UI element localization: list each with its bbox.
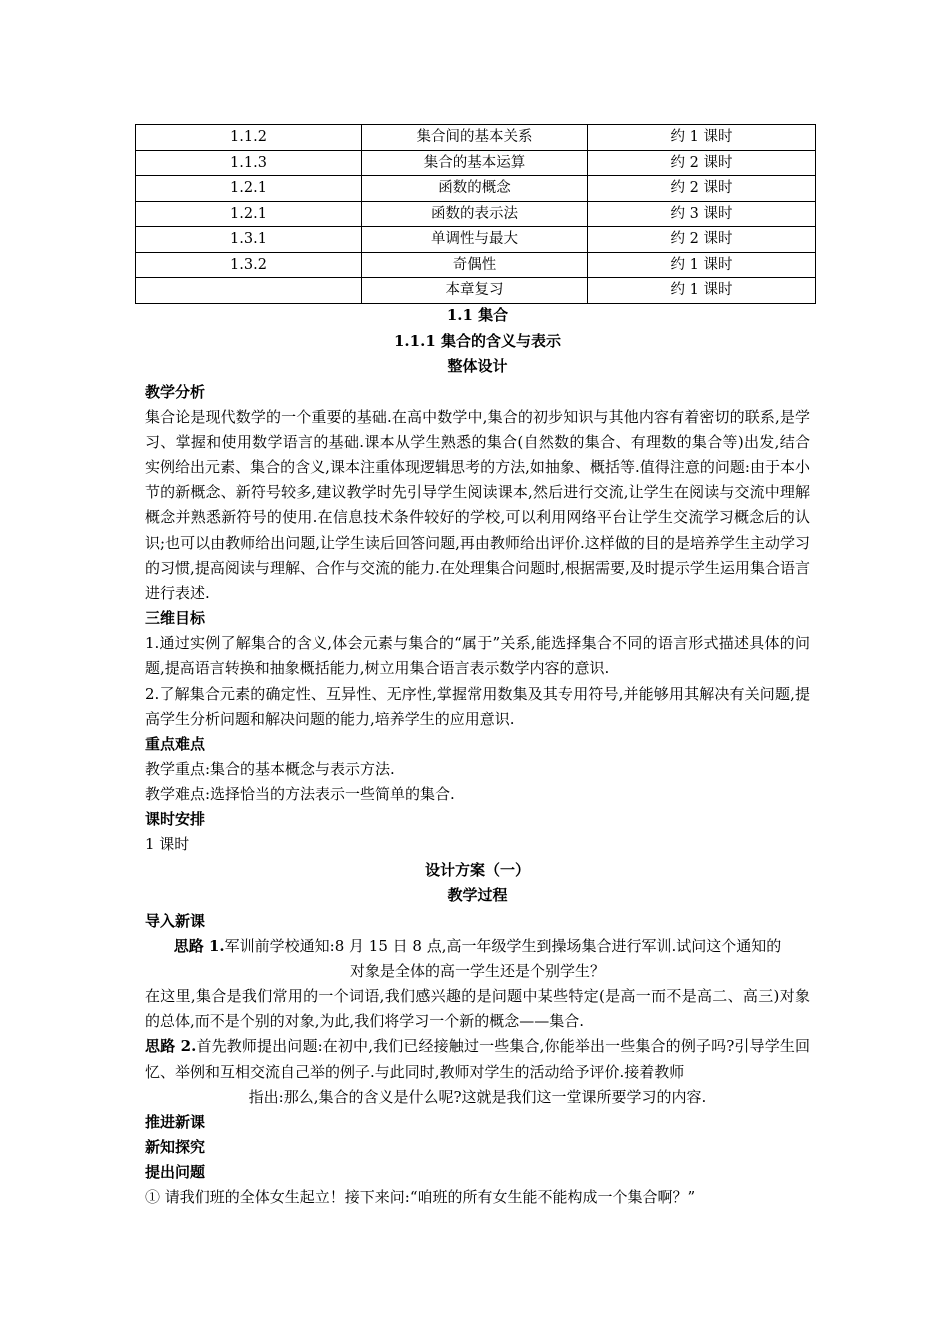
schedule-text: 1 课时 <box>145 835 190 854</box>
topic-cell: 奇偶性 <box>362 252 588 278</box>
hours-cell: 约 2 课时 <box>588 176 816 202</box>
overall-design-title: 整体设计 <box>447 357 508 375</box>
schedule-heading: 课时安排 <box>145 810 206 829</box>
idea-1-line-2: 对象是全体的高一学生还是个别学生？ <box>349 961 605 980</box>
question-heading: 提出问题 <box>145 1162 206 1181</box>
teaching-difficulty: 教学难点:选择恰当的方法表示一些简单的集合. <box>145 785 455 804</box>
table-row <box>136 278 816 304</box>
goal-item-1: 1.通过实例了解集合的含义,体会元素与集合的“属于”关系,能选择集合不同的语言形式描述具体的问题,提高语言转换和抽象概括能力,树立用集合语言表示数学内容的意识. <box>145 634 810 678</box>
key-points-heading: 重点难点 <box>145 734 206 753</box>
topic-cell: 函数的表示法 <box>362 201 588 227</box>
section-number-cell: 1.1.2 <box>136 125 362 151</box>
question-1: ① 请我们班的全体女生起立！接下来问:“咱班的所有女生能不能构成一个集合啊？” <box>145 1187 696 1206</box>
section-number-cell: 1.2.1 <box>136 201 362 227</box>
advance-heading: 推进新课 <box>145 1112 206 1131</box>
table-row <box>136 201 816 227</box>
idea-2-text: 首先教师提出问题:在初中,我们已经接触过一些集合,你能举出一些集合的例子吗?引导学生回忆、举例和互相交流自己举的例子.与此同时,教师对学生的活动给予评价.接着教师 <box>145 1037 810 1081</box>
hours-cell: 约 2 课时 <box>588 227 816 253</box>
hours-cell: 约 2 课时 <box>588 150 816 176</box>
intro-explanation: 在这里,集合是我们常用的一个词语,我们感兴趣的是问题中某些特定(是高一而不是高二、高三)对象的总体,而不是个别的对象,为此,我们将学习一个新的概念——集合. <box>145 986 810 1031</box>
section-number-cell: 1.3.2 <box>136 252 362 278</box>
topic-cell: 集合的基本运算 <box>362 150 588 176</box>
goal-item-2: 2.了解集合元素的确定性、互异性、无序性,掌握常用数集及其专用符号,并能够用其解决有关问题,提高学生分析问题和解决问题的能力,培养学生的应用意识. <box>145 684 810 728</box>
goals-heading: 三维目标 <box>145 609 206 628</box>
idea-1-text: 军训前学校通知:8 月 15 日 8 点,高一年级学生到操场集合进行军训.试问这个通知的 <box>224 936 782 955</box>
idea-1-label: 思路 1. <box>173 936 225 955</box>
intro-heading: 导入新课 <box>145 911 206 930</box>
lesson-schedule-table <box>135 124 816 304</box>
table-row <box>136 125 816 151</box>
topic-cell: 集合间的基本关系 <box>362 125 588 151</box>
table-row <box>136 176 816 202</box>
section-number-cell: 1.2.1 <box>136 176 362 202</box>
section-title: 1.1 集合 <box>446 306 509 324</box>
section-number-cell: 1.3.1 <box>136 227 362 253</box>
idea-2-line-2: 指出:那么,集合的含义是什么呢?这就是我们这一堂课所要学习的内容. <box>248 1087 707 1106</box>
analysis-text: 集合论是现代数学的一个重要的基础.在高中数学中,集合的初步知识与其他内容有着密切的联系,是学习、掌握和使用数学语言的基础.课本从学生熟悉的集合(自然数的集合、有理数的集合等)出发,结合实例给出元素、集合的含义,课本注重体现逻辑思考的方法,如抽象、概括等.值得注意的问题:由于本小节的新概念、新符号较多,建议教学时先引导学生阅读课本,然后进行交流,让学生在阅读与交流中理解概念并熟悉新符号的使用.在信息技术条件较好的学校,可以利用网络平台让学生交流学习概念后的认识;也可以由教师给出问题,让学生读后回答问题,再由教师给出评价.这样做的目的是培养学生主动学习的习惯,提高阅读与理解、合作与交流的能力.在处理集合问题时,根据需要,及时提示学生运用集合语言进行表述. <box>145 407 810 602</box>
explore-heading: 新知探究 <box>145 1137 206 1156</box>
idea-2-label: 思路 2. <box>145 1037 197 1056</box>
topic-cell: 函数的概念 <box>362 176 588 202</box>
analysis-heading: 教学分析 <box>145 382 206 401</box>
plan-title: 设计方案（一） <box>424 860 530 879</box>
table-row <box>136 150 816 176</box>
table-row <box>136 227 816 253</box>
topic-cell: 本章复习 <box>362 278 588 304</box>
topic-cell: 单调性与最大 <box>362 227 588 253</box>
hours-cell: 约 1 课时 <box>588 125 816 151</box>
subsection-title: 1.1.1 集合的含义与表示 <box>394 331 561 350</box>
hours-cell: 约 1 课时 <box>588 278 816 304</box>
section-number-cell: 1.1.3 <box>136 150 362 176</box>
idea-2-paragraph <box>145 1034 810 1084</box>
document-body <box>145 303 810 1210</box>
hours-cell: 约 3 课时 <box>588 201 816 227</box>
idea-1-line-1 <box>145 934 810 959</box>
section-number-cell <box>136 278 362 304</box>
teaching-focus: 教学重点:集合的基本概念与表示方法. <box>145 759 395 778</box>
table-row <box>136 252 816 278</box>
hours-cell: 约 1 课时 <box>588 252 816 278</box>
process-title: 教学过程 <box>447 886 508 905</box>
